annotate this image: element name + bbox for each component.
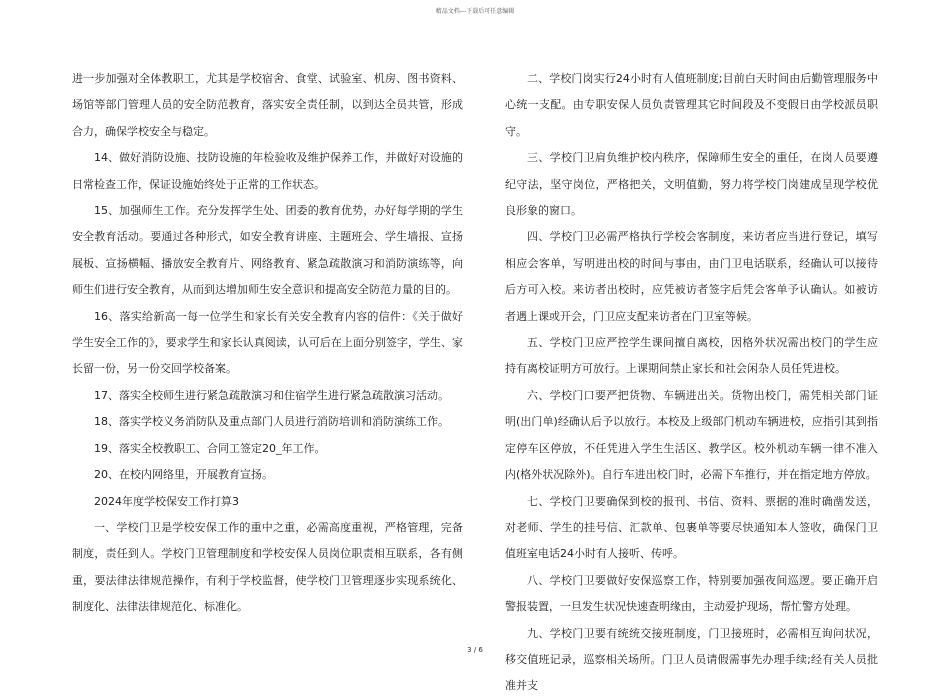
- paragraph: 三、学校门卫肩负维护校内秩序，保障师生安全的重任，在岗人员要遵纪守法，坚守岗位，严格把关，文明值勤，努力将学校门岗建成呈现学校优良形象的窗口。: [505, 151, 878, 218]
- paragraph: 六、学校门口要严把货物、车辆进出关。货物出校门，需凭相关部门证明(出门单)经确认后予以放行。本校及上级部门机动车辆进校，应指引其到指定停车区停放，不任凭进入学生生活区、教学区。校外机动车辆一律不准入内(格外状况除外)。自行车进出校门时，必需下车推行，并在指定地方停放。: [505, 388, 878, 482]
- paragraph: 八、学校门卫要做好安保巡察工作，特别要加强夜间巡逻。要正确开启警报装置，一旦发生状况快速查明缘由，主动爱护现场，帮忙警方处理。: [505, 573, 878, 614]
- paragraph: 17、落实全校师生进行紧急疏散演习和住宿学生进行紧急疏散演习活动。: [94, 388, 449, 402]
- paragraph: 19、落实全校教职工、合同工签定20_年工作。: [94, 441, 326, 455]
- right-column: [505, 66, 878, 693]
- paragraph: 四、学校门卫必需严格执行学校会客制度，来访者应当进行登记，填写相应会客单，写明进出校的时间与事由，由门卫电话联系，经确认可以接待后方可入校。来访者出校时，应凭被访者签字后凭会客单予认确认。如被访者遇上课或开会，门卫应支配来访者在门卫室等候。: [505, 230, 878, 323]
- paragraph: 一、学校门卫是学校安保工作的重中之重，必需高度重视，严格管理，完备制度，责任到人。学校门卫管理制度和学校安保人员岗位职责相互联系，各有侧重，要法律法律规范操作，有利于学校监督，使学校门卫管理逐步实现系统化、制度化、法律法律规范化、标准化。: [72, 520, 463, 614]
- page-header: 精品文档---下载后可任意编辑: [435, 8, 515, 15]
- section-heading: 2024年度学校保安工作打算3: [94, 494, 239, 508]
- paragraph: 15、加强师生工作。充分发挥学生处、团委的教育优势，办好每学期的学生安全教育活动。要通过各种形式，如安全教育讲座、主题班会、学生墙报、宣扬展板、宣扬横幅、播放安全教育片、网络教育、紧急疏散演习和消防演练等，向师生们进行安全教育，从而到达增加师生安全意识和提高安全防范力量的目的。: [72, 204, 463, 297]
- paragraph: 18、落实学校义务消防队及重点部门人员进行消防培训和消防演练工作。: [94, 415, 449, 429]
- paragraph: 20、在校内网络里，开展教育宣扬。: [94, 468, 273, 482]
- paragraph: 七、学校门卫要确保到校的报刊、书信、资料、票据的准时确凿发送，对老师、学生的挂号信、汇款单、包裹单等要尽快通知本人签收，确保门卫值班室电话24小时有人接听、传呼。: [505, 494, 878, 561]
- paragraph: 16、落实给新高一每一位学生和家长有关安全教育内容的信件：《关于做好学生安全工作的》，要求学生和家长认真阅读，认可后在上面分别签字，学生、家长留一份，另一份交回学校备案。: [72, 309, 463, 376]
- paragraph: 五、学校门卫应严控学生课间擅自离校，因格外状况需出校门的学生应持有离校证明方可放行。上课期间禁止家长和社会闲杂人员任凭进校。: [505, 336, 878, 376]
- paragraph: 二、学校门岗实行24小时有人值班制度;目前白天时间由后勤管理服务中心统一支配。由专职安保人员负责管理其它时间段及不变假日由学校派员职守。: [505, 72, 878, 138]
- paragraph: 进一步加强对全体教职工，尤其是学校宿舍、食堂、试验室、机房、图书资料、场馆等部门管理人员的安全防范教育，落实安全责任制，以到达全员共管，形成合力，确保学校安全与稳定。: [72, 72, 463, 138]
- paragraph: 九、学校门卫要有统统交接班制度，门卫接班时，必需相互询问状况，移交值班记录，巡察相关场所。门卫人员请假需事先办理手续;经有关人员批准并支: [505, 626, 878, 693]
- left-column: [72, 66, 463, 621]
- page-number: 3 / 6: [467, 646, 483, 654]
- paragraph: 14、做好消防设施、技防设施的年检验收及维护保养工作，并做好对设施的日常检查工作，保证设施始终处于正常的工作状态。: [72, 151, 463, 191]
